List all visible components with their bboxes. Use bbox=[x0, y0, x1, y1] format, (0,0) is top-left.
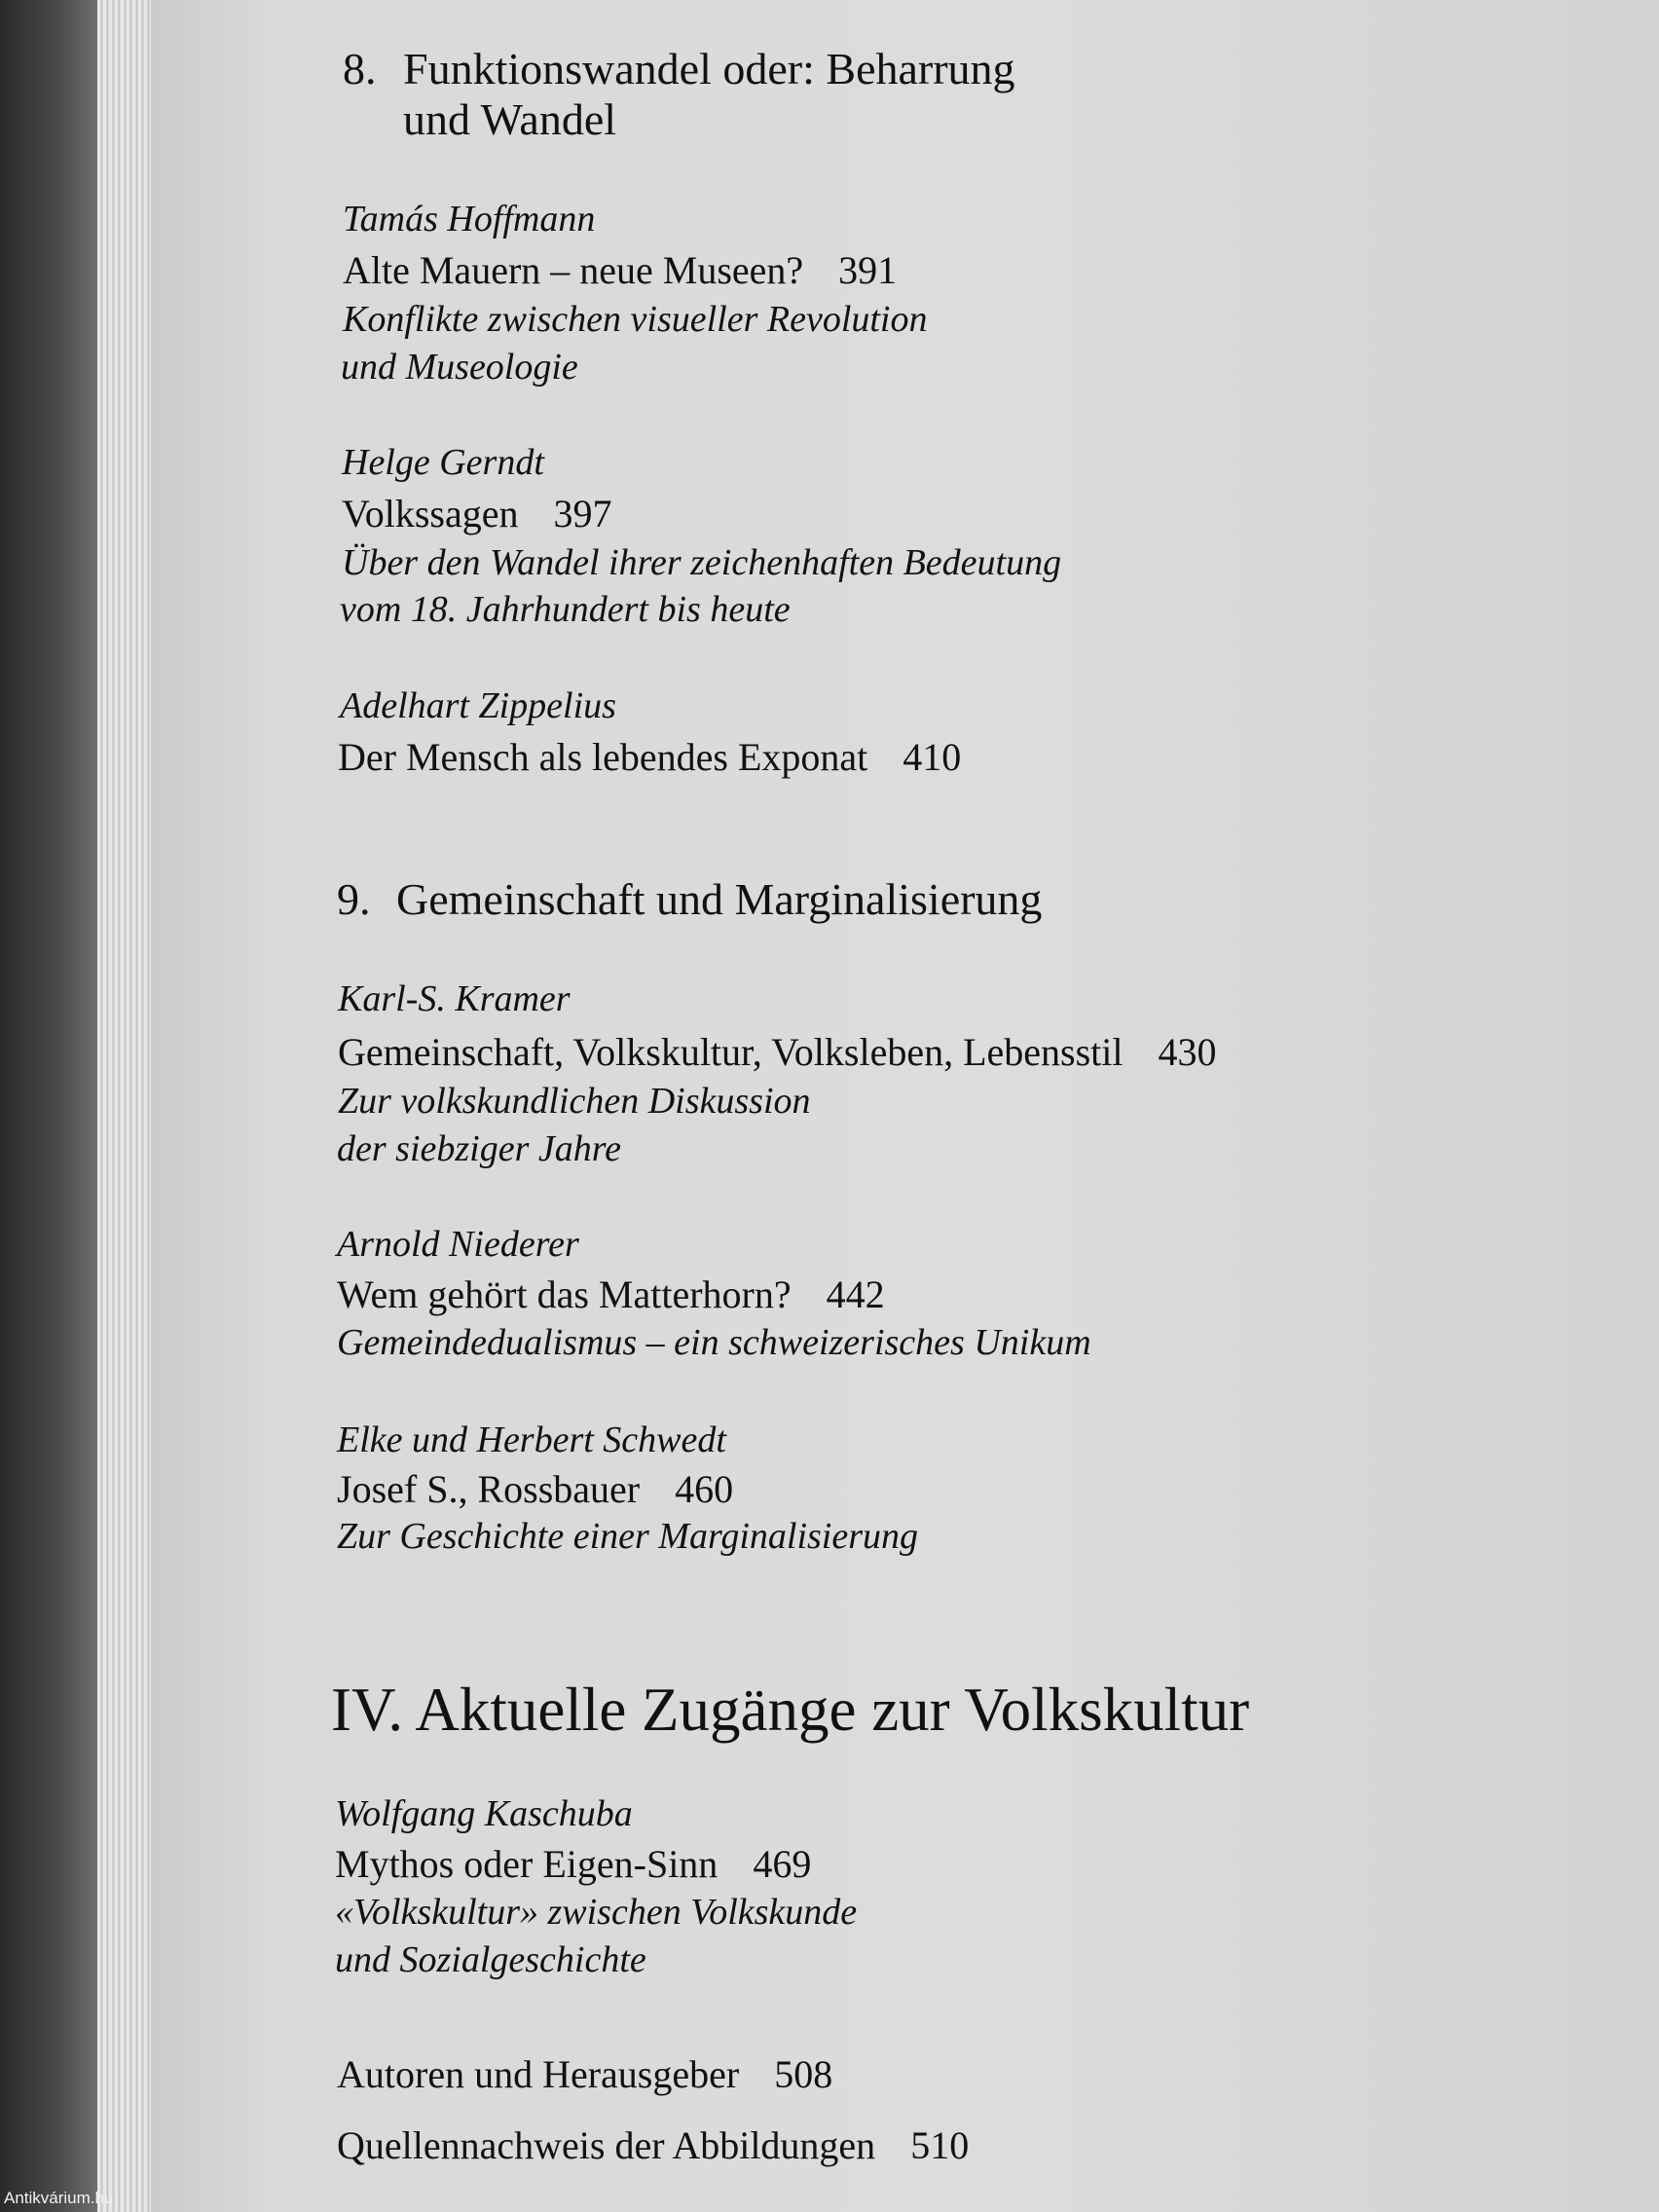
entry-subtitle: Gemeindedualismus – ein schweizerisches Unikum bbox=[337, 1322, 1091, 1363]
page-number: 410 bbox=[903, 735, 962, 779]
section-title-continued: und Wandel bbox=[403, 94, 617, 144]
entry-subtitle: Über den Wandel ihrer zeichenhaften Bedeutung bbox=[342, 542, 1062, 583]
page-number: 430 bbox=[1158, 1030, 1217, 1074]
backmatter-entry: Autoren und Herausgeber 508 bbox=[337, 2052, 833, 2096]
entry-author: Elke und Herbert Schwedt bbox=[337, 1419, 726, 1460]
entry-author: Adelhart Zippelius bbox=[340, 685, 616, 726]
page-number: 442 bbox=[826, 1272, 885, 1316]
entry-subtitle: Zur Geschichte einer Marginalisierung bbox=[337, 1516, 919, 1557]
entry-subtitle: Zur volkskundlichen Diskussion bbox=[338, 1081, 811, 1122]
page-number: 460 bbox=[675, 1467, 734, 1511]
entry-subtitle: «Volkskultur» zwischen Volkskunde bbox=[335, 1892, 858, 1933]
entry-title: Der Mensch als lebendes Exponat 410 bbox=[338, 735, 962, 779]
entry-title: Wem gehört das Matterhorn? 442 bbox=[337, 1272, 885, 1316]
entry-author: Wolfgang Kaschuba bbox=[335, 1793, 633, 1834]
entry-title: Josef S., Rossbauer 460 bbox=[337, 1467, 734, 1511]
entry-title: Volkssagen 397 bbox=[342, 492, 612, 535]
page-number: 510 bbox=[910, 2123, 970, 2167]
entry-author: Karl-S. Kramer bbox=[338, 978, 571, 1019]
entry-title: Mythos oder Eigen-Sinn 469 bbox=[335, 1842, 812, 1886]
entry-subtitle: vom 18. Jahrhundert bis heute bbox=[340, 589, 791, 630]
backmatter-entry: Quellennachweis der Abbildungen 510 bbox=[337, 2123, 970, 2167]
entry-author: Arnold Niederer bbox=[337, 1224, 579, 1265]
page-number: 397 bbox=[553, 492, 612, 535]
section-number: 8. bbox=[343, 44, 377, 93]
entry-author: Helge Gerndt bbox=[342, 442, 544, 483]
entry-subtitle: und Museologie bbox=[341, 347, 578, 387]
entry-author: Tamás Hoffmann bbox=[343, 199, 596, 240]
entry-subtitle: Konflikte zwischen visueller Revolution bbox=[343, 299, 928, 340]
entry-subtitle: der siebziger Jahre bbox=[337, 1128, 621, 1169]
section-title: Funktionswandel oder: Beharrung bbox=[403, 44, 1015, 93]
page-edges bbox=[97, 0, 156, 2212]
page-number: 469 bbox=[753, 1842, 812, 1886]
book-binding bbox=[0, 0, 107, 2212]
section-title: Gemeinschaft und Marginalisierung bbox=[396, 874, 1043, 924]
page-number: 508 bbox=[774, 2052, 833, 2096]
entry-subtitle: und Sozialgeschichte bbox=[335, 1939, 646, 1980]
entry-title: Gemeinschaft, Volkskultur, Volksleben, Lebensstil 430 bbox=[338, 1030, 1217, 1074]
watermark-text: Antikvárium.hu bbox=[4, 2189, 114, 2207]
section-number: 9. bbox=[337, 874, 371, 924]
part-title: IV. Aktuelle Zugänge zur Volkskultur bbox=[331, 1676, 1250, 1744]
page-number: 391 bbox=[838, 248, 898, 292]
entry-title: Alte Mauern – neue Museen? 391 bbox=[343, 248, 898, 292]
